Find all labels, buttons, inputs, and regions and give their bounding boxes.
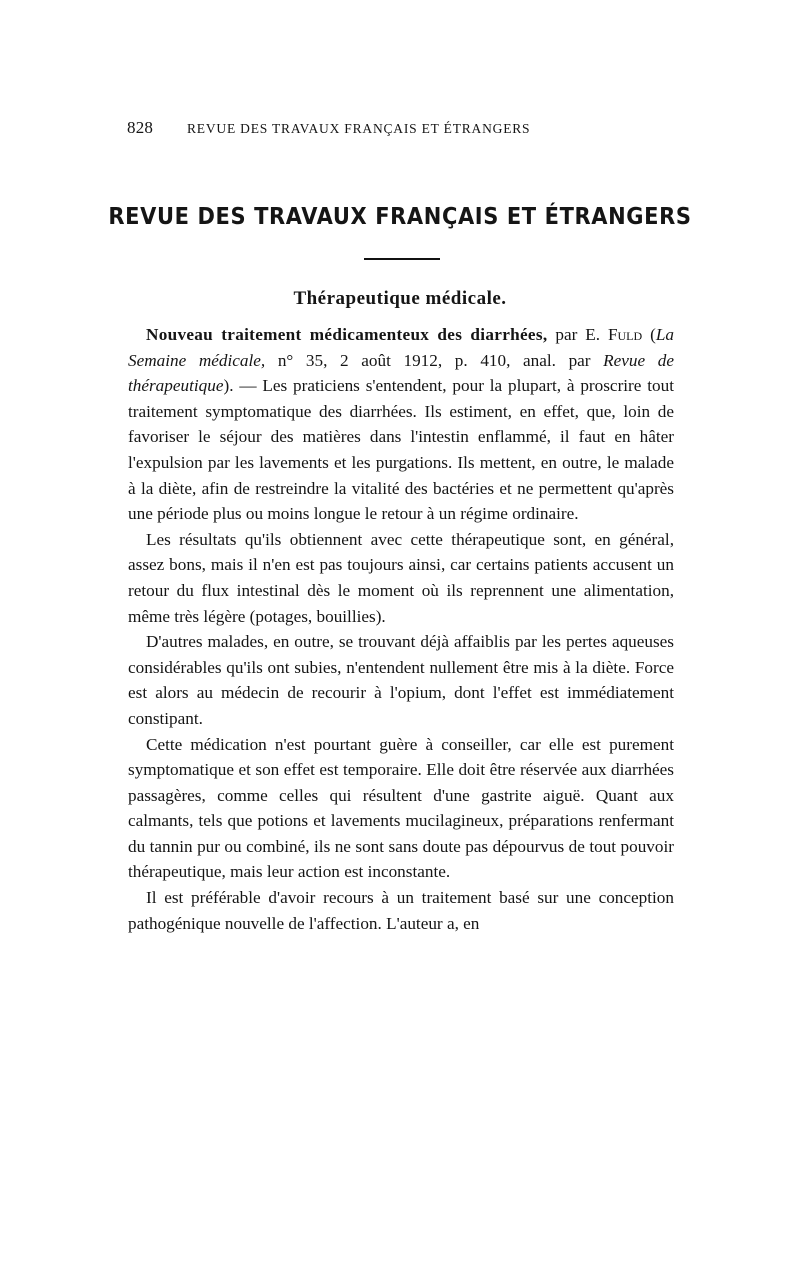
ref-open: (	[642, 325, 656, 344]
journal-name: La Semaine médicale,	[128, 325, 674, 370]
author-name: Fuld	[607, 325, 643, 344]
running-title: REVUE DES TRAVAUX FRANÇAIS ET ÉTRANGERS	[187, 121, 531, 136]
ref-details: n° 35, 2 août 1912, p. 410, anal. par	[265, 350, 604, 370]
ref-close: ).	[223, 376, 234, 396]
review-journal: Revue de thérapeutique	[128, 350, 675, 396]
paragraph-5: Il est préférable d'avoir recours à un traitement basé sur une conception pathogénique nouvelle de l'affection. L'auteur a, en	[128, 888, 674, 933]
section-title: REVUE DES TRAVAUX FRANÇAIS ET ÉTRANGERS	[108, 202, 692, 230]
paragraph-2: Les résultats qu'ils obtiennent avec cette thérapeutique sont, en général, assez bons, mais il n'en est pas toujours ainsi, car certains patients accusent un retour du flux intestinal dès le moment où ils reprennent une alimentation, même très légère (potages, bouillies).	[128, 529, 674, 626]
paragraph-3: D'autres malades, en outre, se trouvant déjà affaiblis par les pertes aqueuses considérables qu'ils ont subies, n'entendent nullement être mis à la diète. Force est alors au médecin de recourir à l'opium, dont l'effet est immédiatement constipant.	[128, 632, 674, 728]
by-text: par E.	[547, 325, 608, 344]
article-title: Nouveau traitement médicamenteux des diarrhées,	[146, 325, 548, 344]
paragraph-1	[128, 322, 674, 527]
page-number: 828	[127, 118, 154, 137]
title-divider	[364, 258, 440, 260]
paragraph-1-text: — Les praticiens s'entendent, pour la plupart, à proscrire tout traitement symptomatique des diarrhées. Ils estiment, en effet, que, loin de favoriser le séjour des matières dans l'intestin enflammé, il faut en hâter l'expulsion par les lavements et les purgations. Ils mettent, en outre, le malade à la diète, afin de restreindre la vitalité des bactéries et ne permettent qu'après une période plus ou moins longue le retour à un régime ordinaire.	[128, 376, 674, 524]
subsection-title: Thérapeutique médicale.	[293, 288, 507, 309]
paragraph-4: Cette médication n'est pourtant guère à conseiller, car elle est purement symptomatique et son effet est temporaire. Elle doit être réservée aux diarrhées passagères, comme celles qui résultent d'une gastrite aiguë. Quant aux calmants, tels que potions et lavements mucilagineux, préparations renfermant du tannin pur ou combiné, ils ne sont sans doute pas dépourvus de tout pouvoir thérapeutique, mais leur action est inconstante.	[128, 734, 674, 882]
article-body	[128, 322, 674, 936]
